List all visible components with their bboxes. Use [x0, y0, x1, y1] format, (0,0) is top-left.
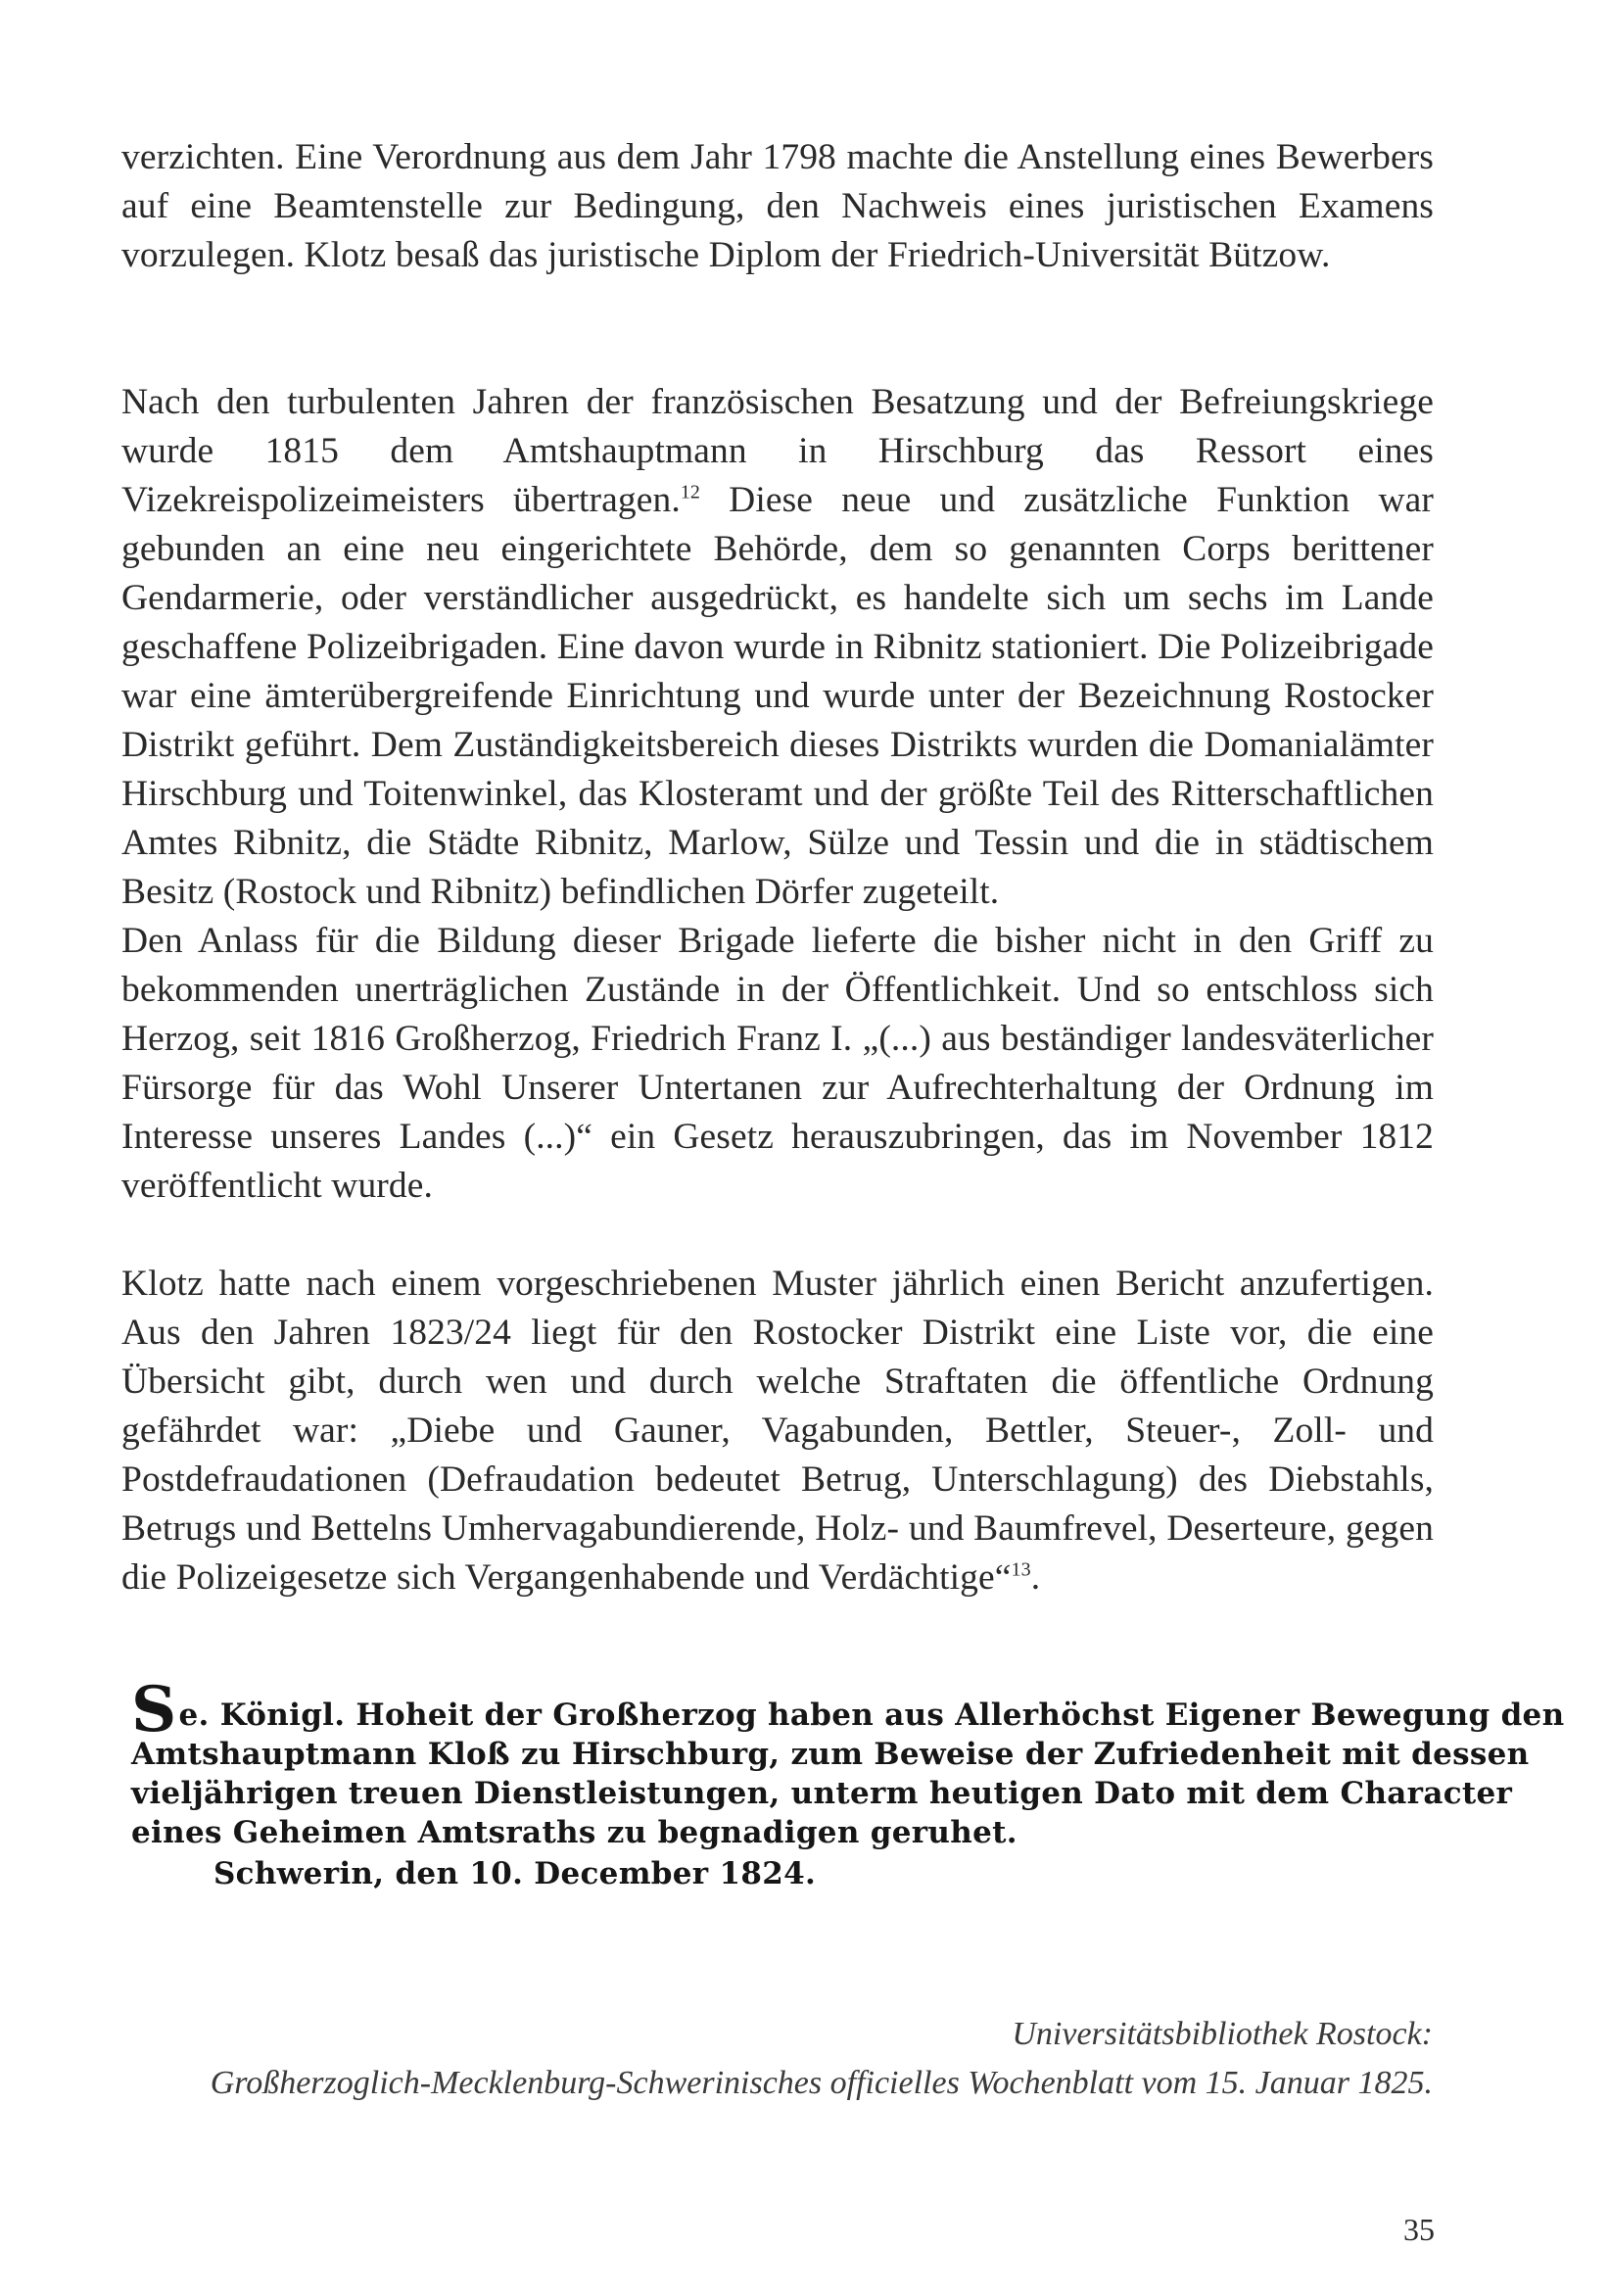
- paragraph-3-text-a: Klotz hatte nach einem vorgeschriebenen Muster jährlich einen Bericht anzufertigen. Aus den Jahren 1823/24 liegt für den Rostocker Distrikt eine Liste vor, die eine Übersicht gibt, durch wen und durch welche Straftaten die öffentliche Ordnung gefährdet war: „Diebe und Gauner, Vagabunden, Bettler, Steuer-, Zoll- und Postdefraudationen (Defraudation bedeutet Betrug, Unterschlagung) des Diebstahls, Betrugs und Bettelns Umhervagabundierende, Holz- und Baumfrevel, Deserteure, gegen die Polizeigesetze sich Vergangenhabende und Verdächtige“: [121, 1264, 1434, 1598]
- paragraph-3: [121, 1260, 1434, 1602]
- paragraph-2-continuation: Den Anlass für die Bildung dieser Brigade lieferte die bisher nicht in den Griff zu bekommenden unerträglichen Zustände in der Öffentlichkeit. Und so entschloss sich Herzog, seit 1816 Großherzog, Friedrich Franz I. „(...) aus beständiger landesväterlicher Fürsorge für das Wohl Unserer Untertanen zur Aufrechterhaltung der Ordnung im Interesse unseres Landes (...)“ ein Gesetz herauszubringen, das im November 1812 veröffentlicht wurde.: [121, 921, 1434, 1206]
- clipping-line-4: eines Geheimen Amtsraths zu begnadigen geruhet.: [131, 1815, 1017, 1850]
- clipping-line-1-text: e. Königl. Hoheit der Großherzog haben aus Allerhöchst Eigener Bewegung den: [178, 1698, 1565, 1733]
- caption-line-1: Universitätsbibliothek Rostock:: [1012, 2016, 1433, 2052]
- footnote-ref-12: 12: [680, 481, 701, 503]
- paragraph-2-text-a: Nach den turbulenten Jahren der französischen Besatzung und der Befreiungskriege wurde 1815 dem Amtshauptmann in Hirschburg das Ressort eines Vizekreispolizeimeisters übertragen.: [121, 382, 1434, 520]
- paragraph-2-text-b: Diese neue und zusätzliche Funktion war gebunden an eine neu eingerichtete Behörde, dem so genannten Corps berittener Gendarmerie, oder verständlicher ausgedrückt, es handelte sich um sechs im Lande geschaffene Polizeibrigaden. Eine davon wurde in Ribnitz stationiert. Die Polizeibrigade war eine ämterübergreifende Einrichtung und wurde unter der Bezeichnung Rostocker Distrikt geführt. Dem Zuständigkeitsbereich dieses Distrikts wurden die Domanialämter Hirschburg und Toitenwinkel, das Klosteramt und der größte Teil des Ritterschaftlichen Amtes Ribnitz, die Städte Ribnitz, Marlow, Sülze und Tessin und die in städtischem Besitz (Rostock und Ribnitz) befindlichen Dörfer zugeteilt.: [121, 480, 1434, 912]
- paragraph-2: [121, 378, 1434, 1211]
- image-caption: [211, 2010, 1433, 2108]
- clipping-line-1: [131, 1673, 1565, 1746]
- clipping-dateline: Schwerin, den 10. December 1824.: [213, 1856, 817, 1891]
- newspaper-clipping: [131, 1673, 1565, 1893]
- paragraph-1: [121, 133, 1434, 280]
- paragraph-2-text: [121, 378, 1434, 917]
- caption-line-2: Großherzoglich-Mecklenburg-Schwerinisches officielles Wochenblatt vom 15. Januar 1825.: [210, 2065, 1433, 2101]
- footnote-ref-13: 13: [1011, 1558, 1031, 1581]
- paragraph-3-text: [121, 1260, 1434, 1602]
- paragraph-1-text: verzichten. Eine Verordnung aus dem Jahr 1798 machte die Anstellung eines Bewerbers auf eine Beamtenstelle zur Bedingung, den Nachweis eines juristischen Examens vorzulegen. Klotz besaß das juristische Diplom der Friedrich-Universität Bützow.: [121, 137, 1434, 275]
- clipping-line-3: vieljährigen treuen Dienstleistungen, unterm heutigen Dato mit dem Character: [131, 1776, 1513, 1811]
- clipping-line-2: Amtshauptmann Kloß zu Hirschburg, zum Beweise der Zufriedenheit mit dessen: [131, 1737, 1530, 1772]
- page-number: 35: [1403, 2212, 1435, 2247]
- clipping-initial: S: [131, 1673, 177, 1746]
- paragraph-3-text-b: .: [1030, 1557, 1041, 1598]
